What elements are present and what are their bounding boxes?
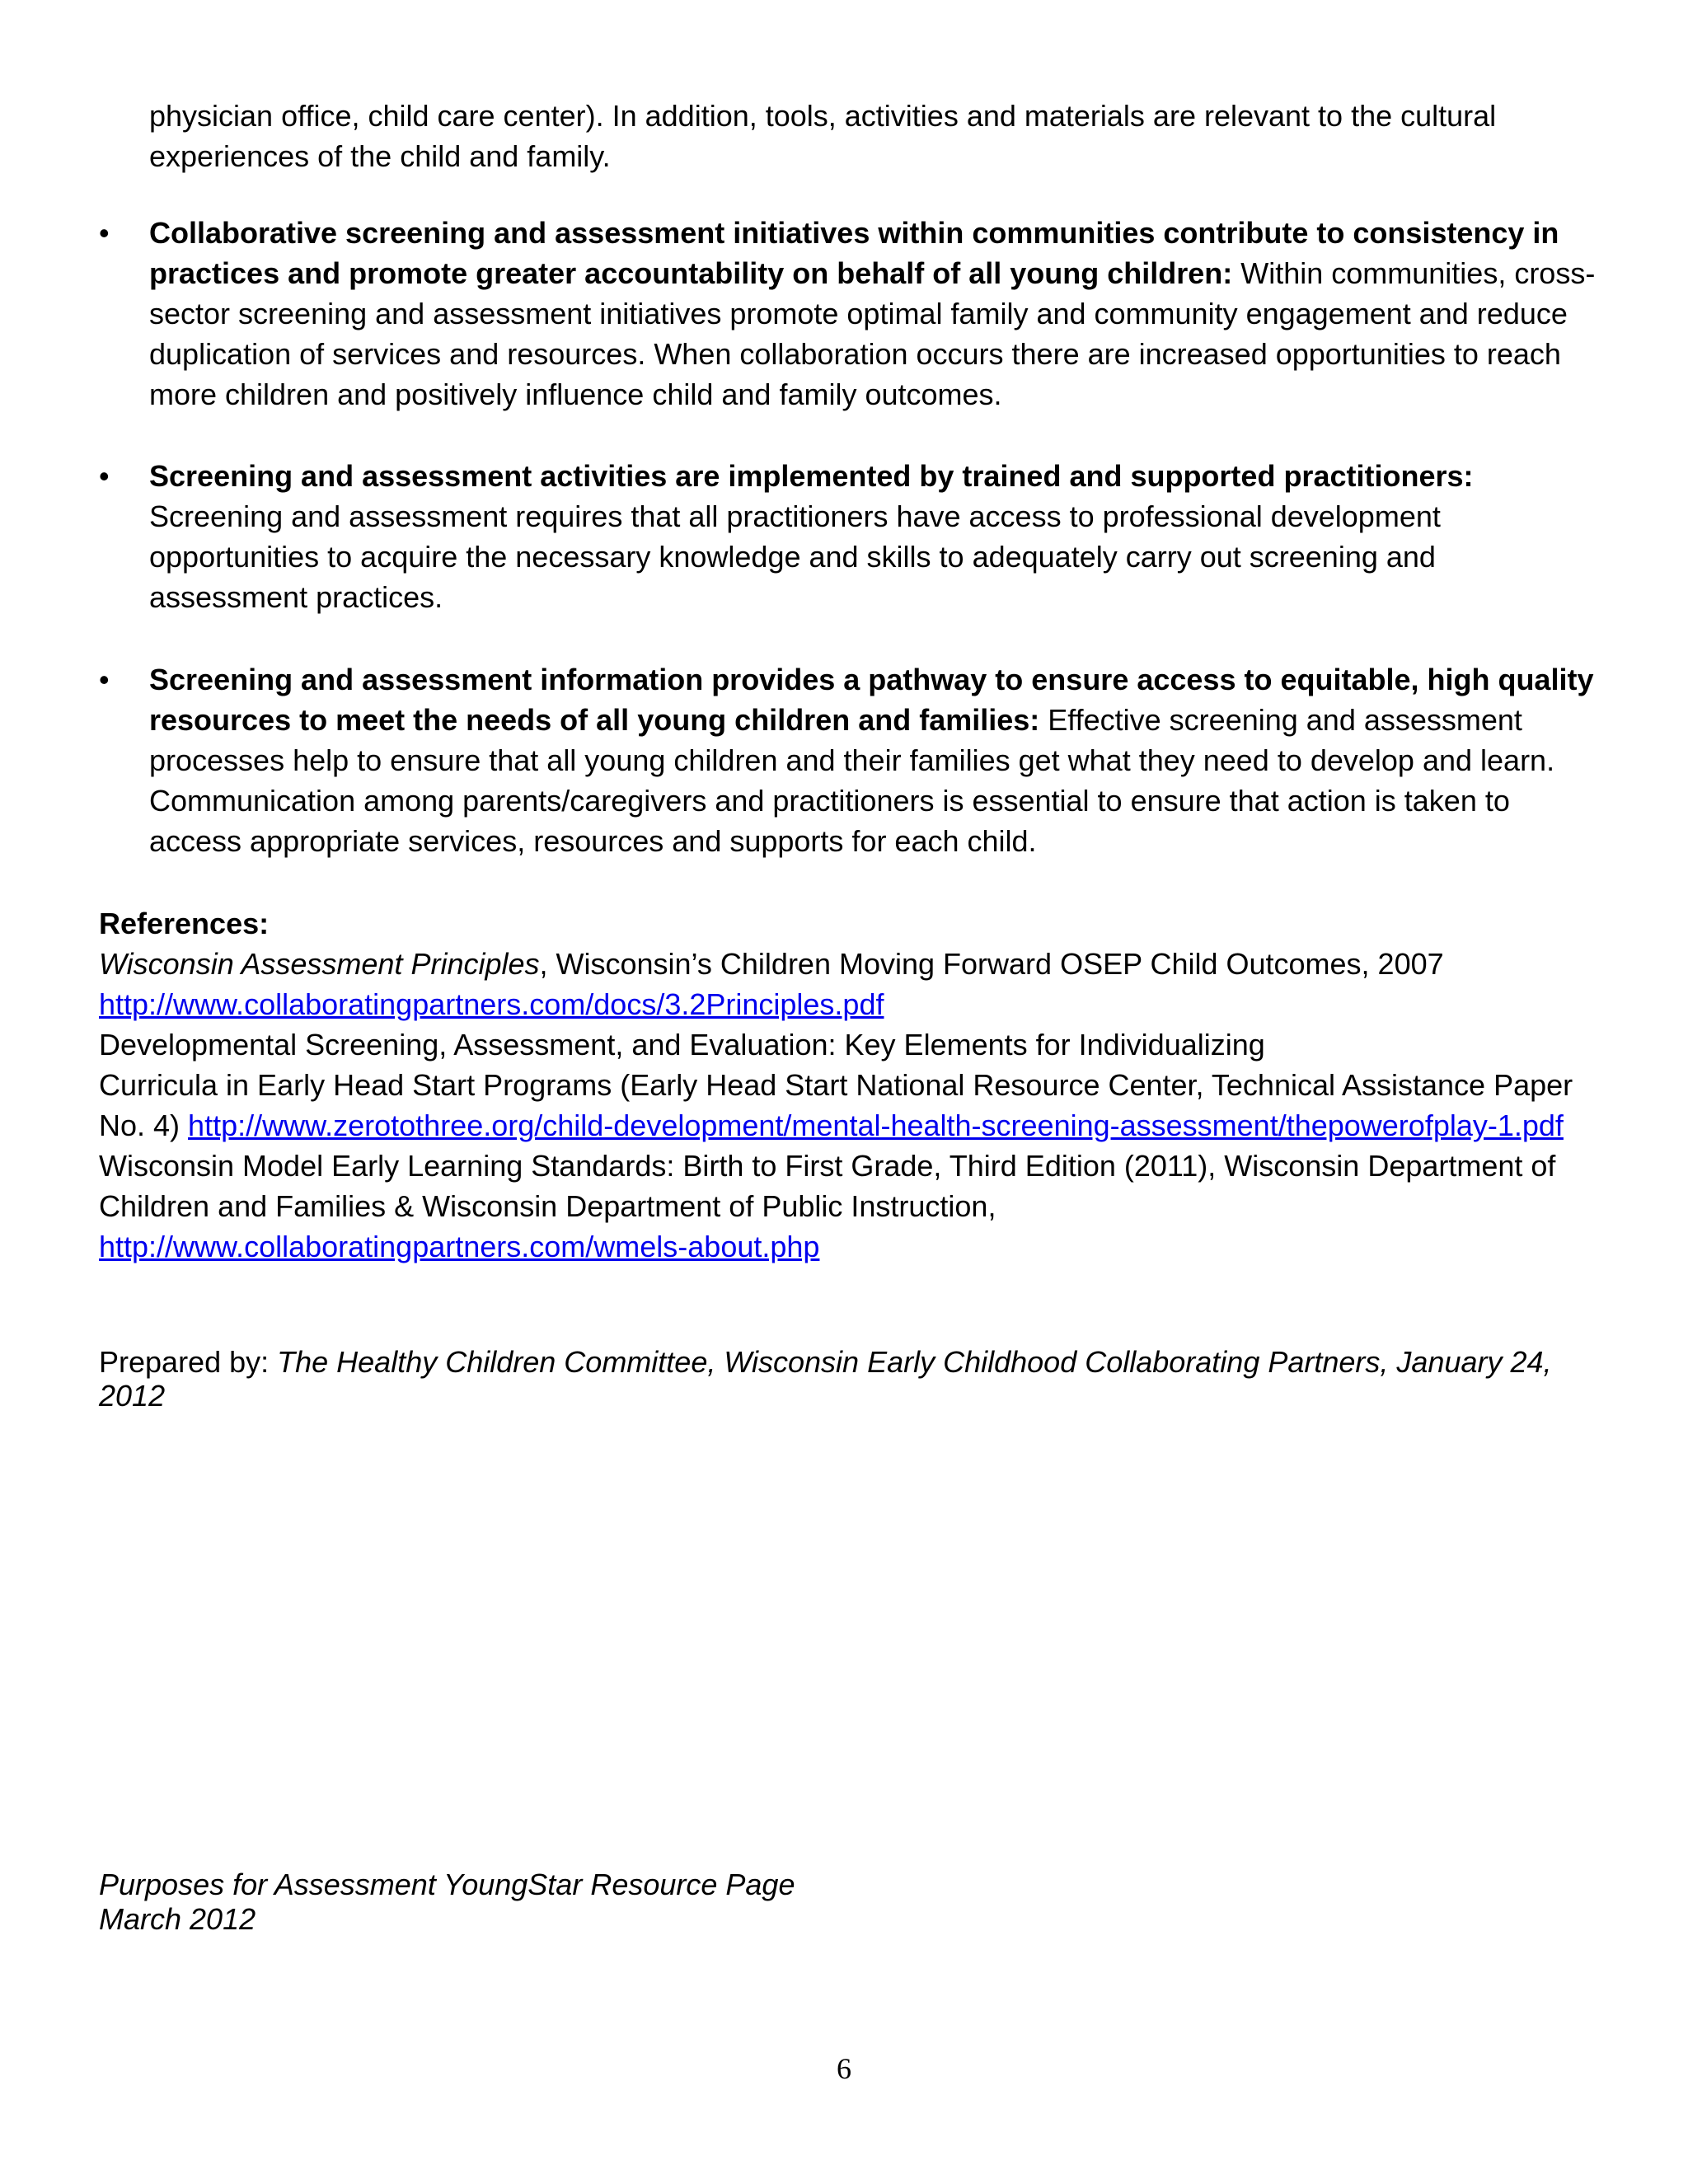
bullet-body: [149, 659, 1599, 861]
continued-paragraph: physician office, child care center). In addition, tools, activities and materials are relevant to the cultural experiences of the child and family.: [149, 99, 1497, 173]
bullet-text: Screening and assessment requires that all practitioners have access to professional development opportunities to acquire the necessary knowledge and skills to adequately carry out screening and assessment practices.: [149, 499, 1441, 614]
bullet-heading: Collaborative screening and assessment initiatives within communities contribute to consistency in practices and promote greater accountability on behalf of all young children:: [149, 216, 1559, 290]
reference-2: [99, 1065, 1599, 1146]
references-heading: References:: [99, 907, 270, 940]
document-footer: [99, 1868, 1088, 1937]
reference-2-line1: Developmental Screening, Assessment, and Evaluation: Key Elements for Individualizing: [99, 1028, 1265, 1062]
reference-1-title: Wisconsin Assessment Principles: [99, 947, 540, 981]
reference-3-text: Wisconsin Model Early Learning Standards: Birth to First Grade, Third Edition (2011), Wisconsin Department of Children and Families & Wisconsin Department of Public Instruction,: [99, 1149, 1556, 1223]
footer-date: March 2012: [99, 1902, 256, 1936]
bullet-icon: •: [99, 663, 110, 696]
prepared-by-text: The Healthy Children Committee, Wisconsin Early Childhood Collaborating Partners, January 24, 2012: [99, 1345, 1552, 1413]
reference-2-text: Curricula in Early Head Start Programs (Early Head Start National Resource Center, Technical Assistance Paper No. 4): [99, 1068, 1573, 1142]
reference-1-link[interactable]: http://www.collaboratingpartners.com/docs/3.2Principles.pdf: [99, 987, 884, 1021]
prepared-by-label: Prepared by:: [99, 1345, 278, 1379]
reference-2-link[interactable]: http://www.zerotothree.org/child-development/mental-health-screening-assessment/thepowerofplay-1.pdf: [188, 1108, 1564, 1142]
footer-title: Purposes for Assessment YoungStar Resource Page: [99, 1868, 795, 1901]
reference-3-link[interactable]: http://www.collaboratingpartners.com/wmels-about.php: [99, 1230, 820, 1263]
references-section: [99, 903, 1599, 1267]
bullet-body: [149, 456, 1599, 617]
page-number: 6: [837, 2052, 851, 2085]
reference-1-text: , Wisconsin’s Children Moving Forward OSEP Child Outcomes, 2007: [539, 947, 1444, 981]
bullet-body: [149, 213, 1599, 415]
bullet-heading: Screening and assessment activities are implemented by trained and supported practitioners:: [149, 459, 1474, 493]
bullet-icon: •: [99, 459, 110, 493]
bullet-heading: Screening and assessment information provides a pathway to ensure access to equitable, high quality resources to meet the needs of all young children and families:: [149, 663, 1594, 737]
bullet-icon: •: [99, 216, 110, 250]
bullet-text: Within communities, cross-sector screening and assessment initiatives promote optimal family and community engagement and reduce duplication of services and resources. When collaboration occurs there are increased opportunities to reach more children and positively influence child and family outcomes.: [149, 256, 1596, 411]
reference-1: [99, 944, 1599, 984]
bullet-text: Effective screening and assessment processes help to ensure that all young children and their families get what they need to develop and learn. Communication among parents/caregivers and practitioners is essential to ensure that action is taken to access appropriate services, resources and supports for each child.: [149, 703, 1555, 858]
prepared-by: [99, 1345, 1599, 1413]
